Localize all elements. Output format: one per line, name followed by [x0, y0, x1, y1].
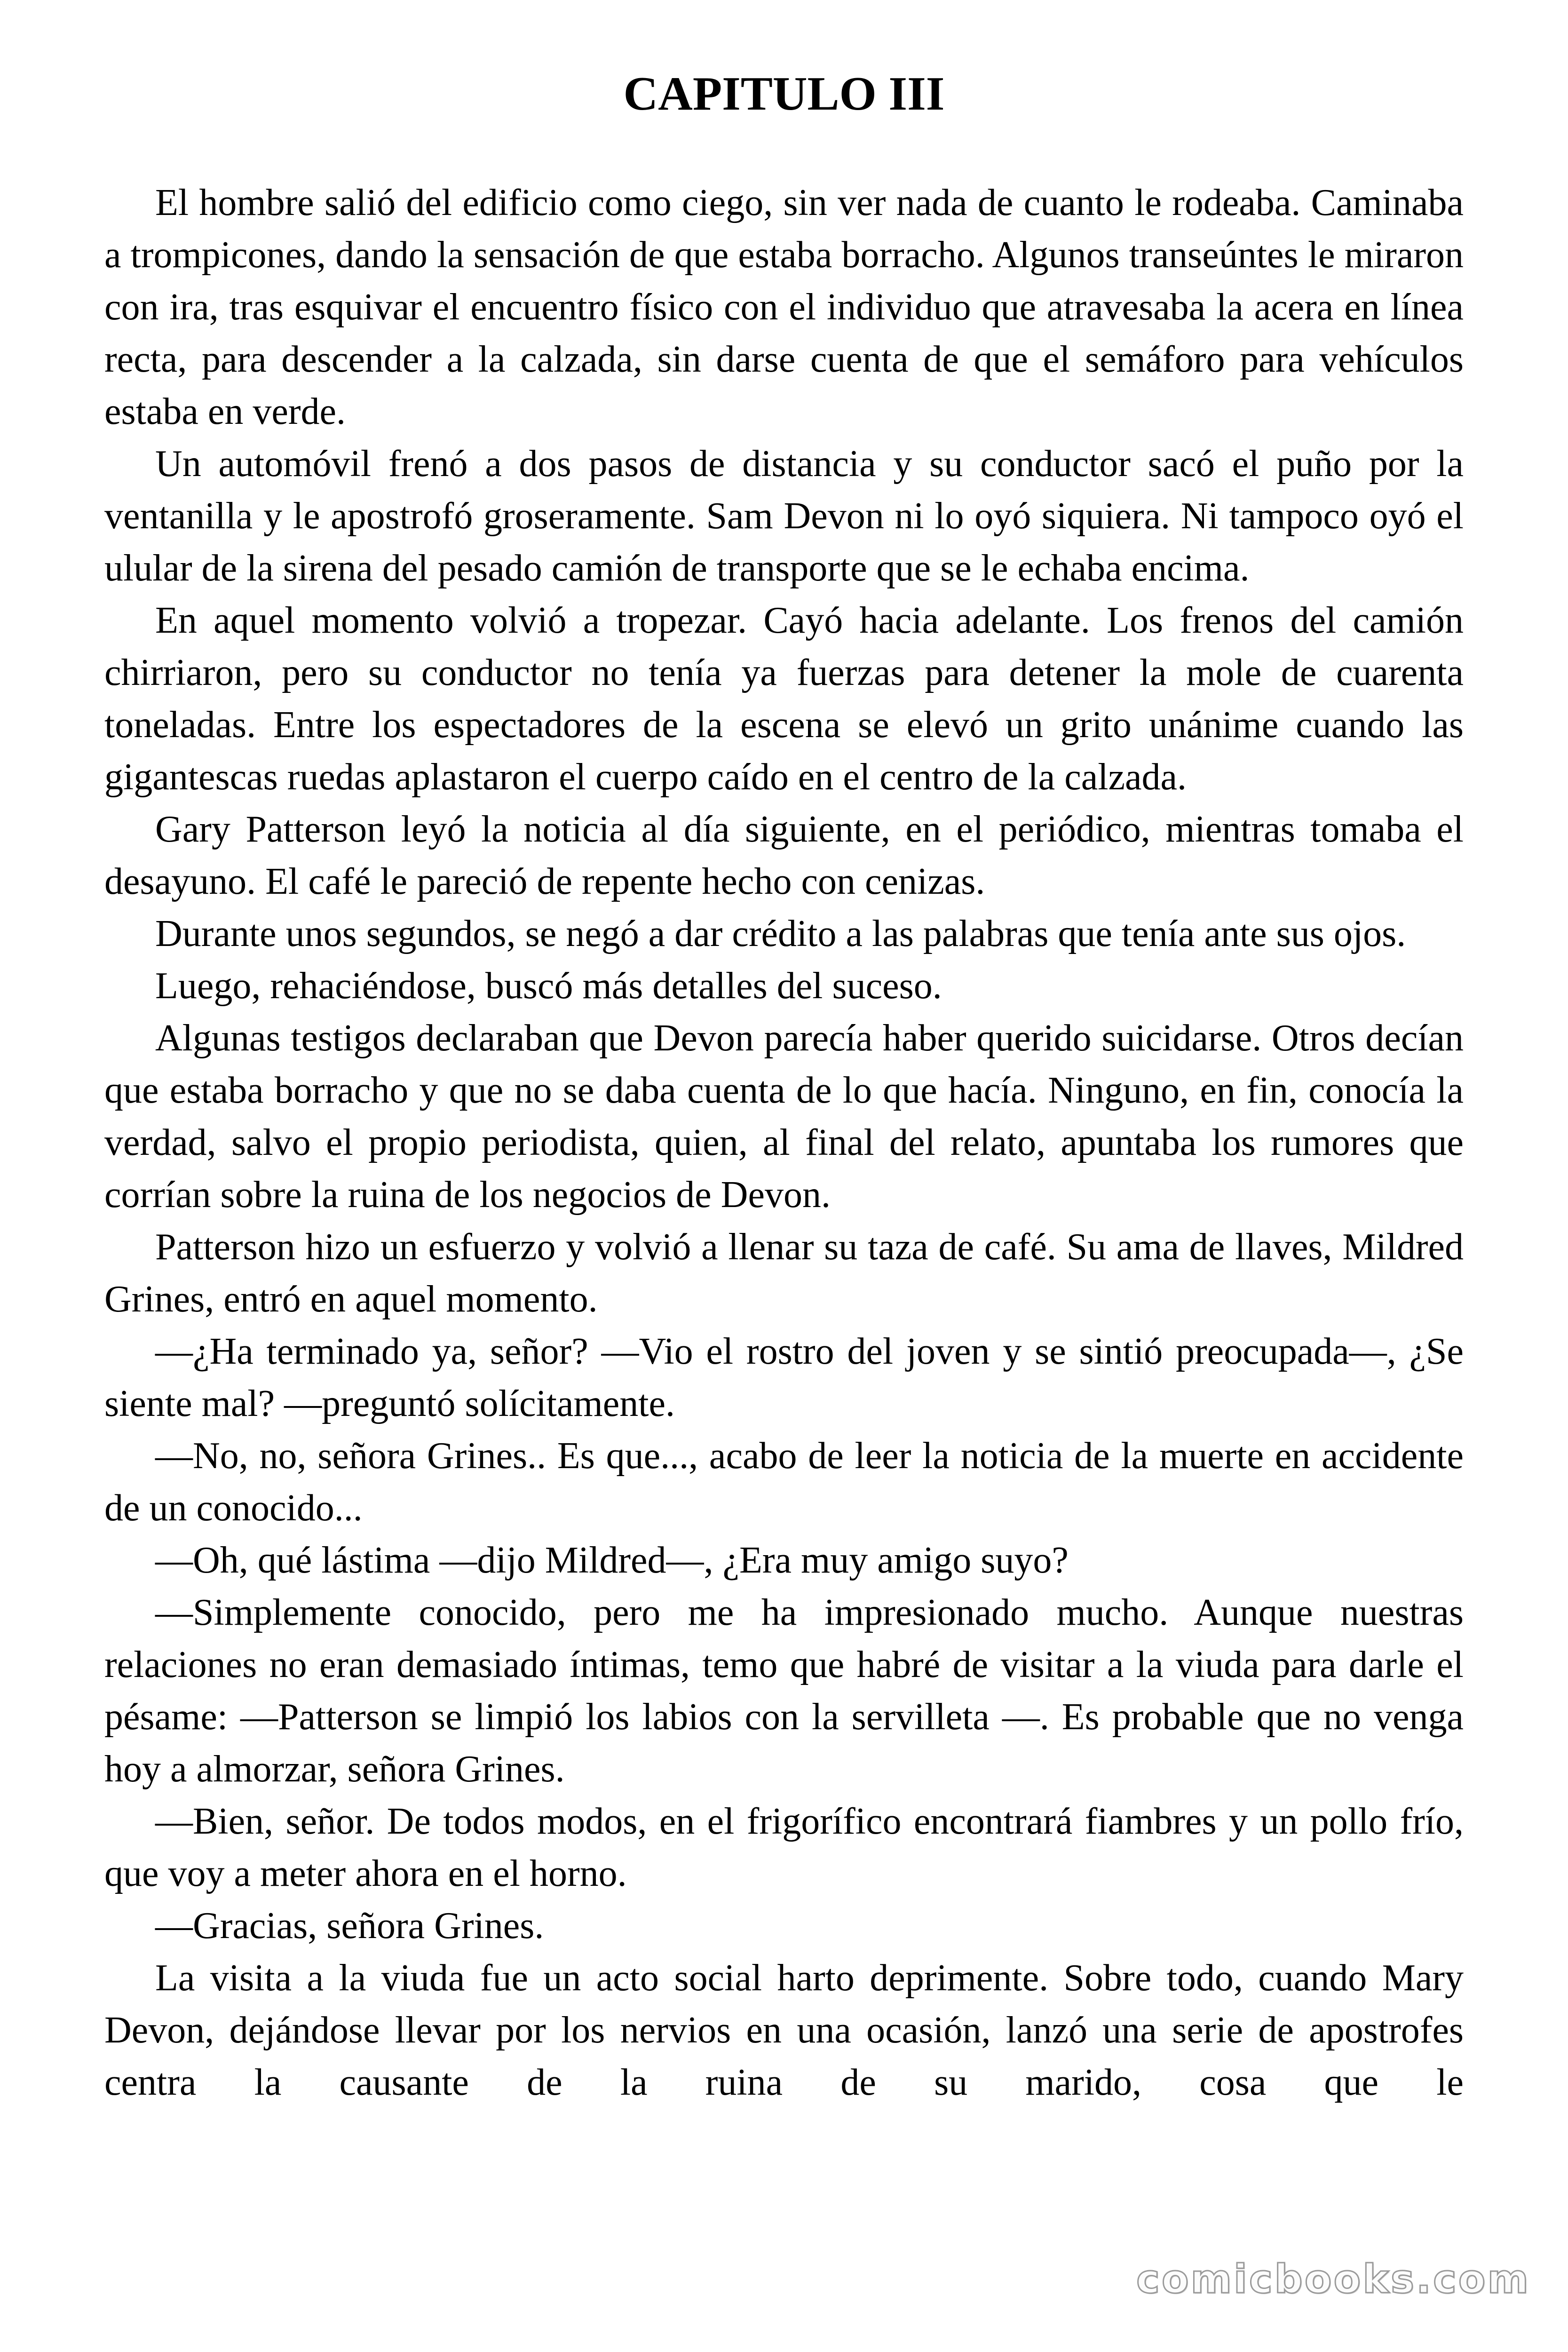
- dialogue-paragraph: —Simplemente conocido, pero me ha impresionado mucho. Aunque nuestras relaciones no eran demasiado íntimas, temo que habré de visitar a la viuda para darle el pésame: —Patterson se limpió los labios con la servilleta —. Es probable que no venga hoy a almorzar, señora Grines.: [104, 1592, 1464, 1790]
- paragraph: El hombre salió del edificio como ciego, sin ver nada de cuanto le rodeaba. Caminaba a trompicones, dando la sensación de que estaba borracho. Algunos transeúntes le miraron con ira, tras esquivar el encuentro físico con el individuo que atravesaba la acera en línea recta, para descender a la calzada, sin darse cuenta de que el semáforo para vehículos estaba en verde.: [104, 182, 1464, 432]
- paragraph: Un automóvil frenó a dos pasos de distancia y su conductor sacó el puño por la ventanilla y le apostrofó groseramente. Sam Devon ni lo oyó siquiera. Ni tampoco oyó el ulular de la sirena del pesado camión de transporte que se le echaba encima.: [104, 443, 1464, 589]
- dialogue-paragraph: —Gracias, señora Grines.: [155, 1905, 544, 1947]
- paragraph: Durante unos segundos, se negó a dar crédito a las palabras que tenía ante sus ojos.: [155, 913, 1406, 954]
- dialogue-paragraph: —Bien, señor. De todos modos, en el frigorífico encontrará fiambres y un pollo frío, que voy a meter ahora en el horno.: [104, 1801, 1464, 1894]
- paragraph: Algunas testigos declaraban que Devon parecía haber querido suicidarse. Otros decían que estaba borracho y que no se daba cuenta de lo que hacía. Ninguno, en fin, conocía la verdad, salvo el propio periodista, quien, al final del relato, apuntaba los rumores que corrían sobre la ruina de los negocios de Devon.: [104, 1017, 1464, 1216]
- paragraph: Gary Patterson leyó la noticia al día siguiente, en el periódico, mientras tomaba el desayuno. El café le pareció de repente hecho con cenizas.: [104, 809, 1464, 902]
- chapter-body: [104, 177, 1464, 2109]
- paragraph: En aquel momento volvió a tropezar. Cayó hacia adelante. Los frenos del camión chirriaron, pero su conductor no tenía ya fuerzas para detener la mole de cuarenta toneladas. Entre los espectadores de la escena se elevó un grito unánime cuando las gigantescas ruedas aplastaron el cuerpo caído en el centro de la calzada.: [104, 600, 1464, 798]
- paragraph: Luego, rehaciéndose, buscó más detalles del suceso.: [155, 965, 942, 1007]
- chapter-title: CAPITULO III: [623, 67, 945, 120]
- paragraph-continues: La visita a la viuda fue un acto social harto deprimente. Sobre todo, cuando Mary Devon, dejándose llevar por los nervios en una ocasión, lanzó una serie de apostrofes centra la causante de la ruina de su marido, cosa que le: [104, 1957, 1464, 2103]
- dialogue-paragraph: —No, no, señora Grines.. Es que..., acabo de leer la noticia de la muerte en accidente de un conocido...: [104, 1435, 1464, 1529]
- dialogue-paragraph: —¿Ha terminado ya, señor? —Vio el rostro del joven y se sintió preocupada—, ¿Se siente mal? —preguntó solícitamente.: [104, 1331, 1464, 1424]
- watermark: comicbooks.com: [1136, 2256, 1530, 2302]
- paragraph: Patterson hizo un esfuerzo y volvió a llenar su taza de café. Su ama de llaves, Mildred Grines, entró en aquel momento.: [104, 1226, 1464, 1320]
- dialogue-paragraph: —Oh, qué lástima —dijo Mildred—, ¿Era muy amigo suyo?: [155, 1540, 1069, 1581]
